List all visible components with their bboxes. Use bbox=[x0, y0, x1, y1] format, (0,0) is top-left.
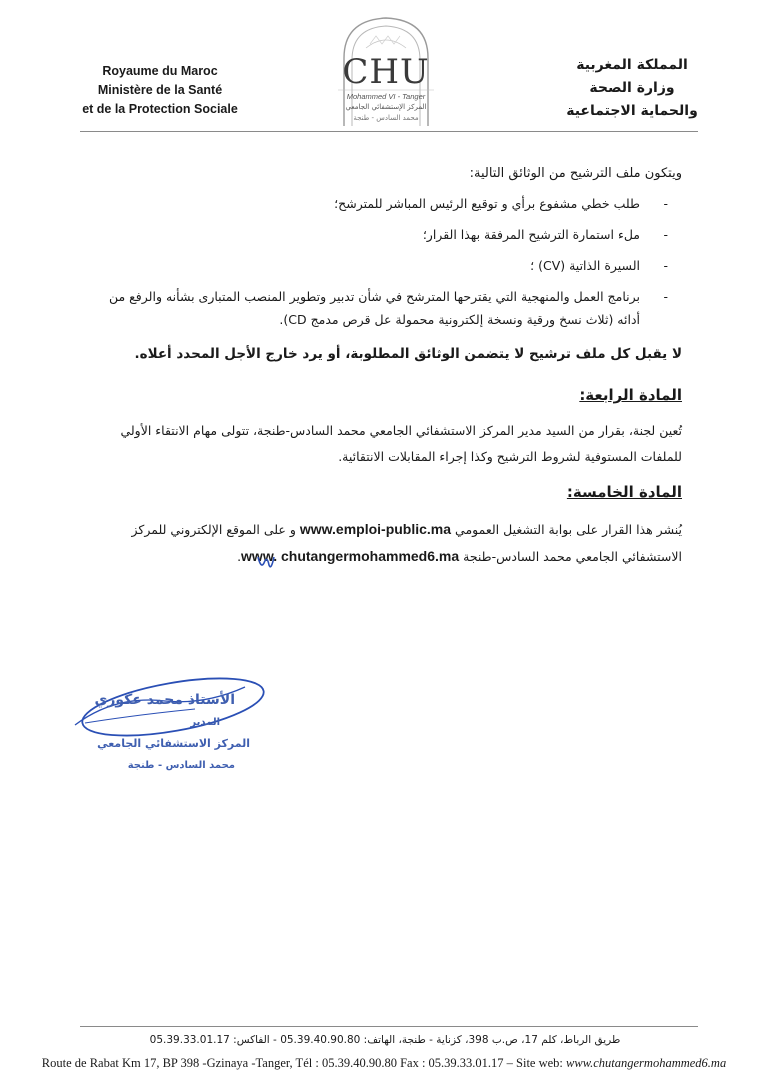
logo-chu-text: CHU bbox=[342, 52, 430, 92]
footer-website-link[interactable]: www.chutangermohammed6.ma bbox=[566, 1056, 727, 1070]
documents-intro: ويتكون ملف الترشيح من الوثائق التالية: bbox=[469, 166, 682, 181]
article-5-text bbox=[90, 516, 682, 570]
footer-divider bbox=[80, 1026, 698, 1027]
article-5-text-before: يُنشر هذا القرار على بوابة التشغيل العمومي bbox=[451, 522, 682, 537]
stamp-institution: المركز الاستشفائي الجامعي bbox=[97, 737, 250, 750]
stamp-name: الأستاذ محمد عكوري bbox=[94, 692, 235, 708]
header-ar-line-3: والحماية الاجتماعية bbox=[566, 103, 698, 119]
footer-french-address bbox=[14, 1056, 754, 1071]
emploi-public-link[interactable]: www.emploi-public.ma bbox=[299, 521, 452, 537]
footer-french-text: Route de Rabat Km 17, BP 398 -Gzinaya -Tanger, Tél : 05.39.40.90.80 Fax : 05.39.33.01.17 – Site web: bbox=[41, 1056, 567, 1070]
header-ministry-arabic bbox=[562, 54, 702, 123]
list-bullet: - bbox=[663, 289, 668, 304]
chu-website-link[interactable]: www. chutangermohammed6.ma bbox=[241, 548, 460, 564]
initials-mark-icon bbox=[255, 551, 277, 573]
footer-arabic-address: طريق الرباط، كلم 17، ص.ب 398، كزناية - طنجة، الهاتف: 05.39.40.90.80 - الفاكس: 05.39.33.01.17 bbox=[149, 1034, 621, 1046]
document-item-text: السيرة الذاتية (CV) ؛ bbox=[530, 258, 640, 273]
article-5-text-middle: و على الموقع الإلكتروني للمركز الاستشفائي الجامعي محمد السادس-طنجة bbox=[131, 522, 682, 564]
list-item bbox=[86, 285, 668, 331]
list-item bbox=[86, 192, 668, 215]
article-5-text-end: . bbox=[237, 549, 242, 564]
header-fr-line-3: et de la Protection Sociale bbox=[82, 102, 238, 116]
article-4-heading: المادة الرابعة: bbox=[579, 386, 682, 404]
stamp-city: محمد السادس - طنجة bbox=[127, 760, 235, 771]
header-ar-line-1: المملكة المغربية bbox=[576, 57, 688, 73]
logo-arabic-line-1: المركز الإستشفائي الجامعي bbox=[345, 103, 427, 111]
list-bullet: - bbox=[663, 227, 668, 242]
article-5-heading: المادة الخامسة: bbox=[566, 483, 682, 501]
documents-list bbox=[86, 192, 668, 331]
document-item-text: ملء استمارة الترشيح المرفقة بهذا القرار؛ bbox=[422, 227, 640, 242]
list-bullet: - bbox=[663, 258, 668, 273]
list-item bbox=[86, 254, 668, 277]
chu-logo bbox=[326, 14, 446, 132]
header-ministry-french bbox=[80, 62, 240, 119]
header-fr-line-1: Royaume du Maroc bbox=[102, 64, 218, 78]
article-4-text: تُعين لجنة، بقرار من السيد مدير المركز الاستشفائي الجامعي محمد السادس-طنجة، تتولى مهام الانتقاء الأولي للملفات المستوفية لشروط الترشيح وكذا إجراء المقابلات الانتقائية. bbox=[120, 423, 682, 464]
list-item bbox=[86, 223, 668, 246]
header-ar-line-2: وزارة الصحة bbox=[589, 80, 675, 96]
list-bullet: - bbox=[663, 196, 668, 211]
logo-arabic-line-2: محمد السادس - طنجة bbox=[353, 114, 419, 122]
header-fr-line-2: Ministère de la Santé bbox=[97, 83, 223, 97]
stamp-role: المدير bbox=[190, 717, 220, 728]
document-item-text: برنامج العمل والمنهجية التي يقترحها المترشح في شأن تدبير وتطوير المنصب المتبارى بشأنه والرفع من أدائه (ثلاث نسخ ورقية ونسخة إلكترونية محمولة عل قرص مدمج CD). bbox=[108, 289, 640, 327]
document-item-text: طلب خطي مشفوع برأي و توقيع الرئيس المباشر للمترشح؛ bbox=[334, 196, 640, 211]
missing-documents-warning: لا يقبل كل ملف ترشيح لا يتضمن الوثائق المطلوبة، أو يرد خارج الأجل المحدد أعلاه. bbox=[134, 346, 682, 362]
header-divider bbox=[80, 131, 698, 132]
logo-subtitle: Mohammed VI - Tanger bbox=[346, 92, 426, 101]
